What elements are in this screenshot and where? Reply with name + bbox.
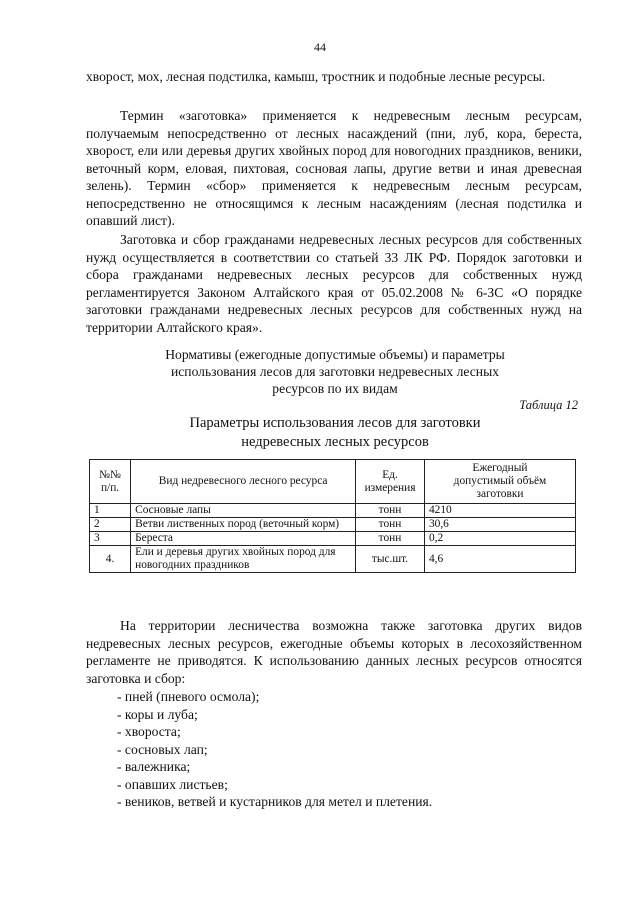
row-num: 2 [90, 518, 131, 532]
header-unit-line-1: Ед. [382, 468, 398, 481]
header-volume-line-1: Ежегодный [472, 462, 528, 474]
section-title-line-1: Нормативы (ежегодные допустимые объемы) и параметры [165, 347, 505, 362]
table-row [90, 504, 576, 518]
table-title-line-2: недревесных лесных ресурсов [241, 434, 429, 450]
table-row [90, 546, 576, 573]
header-unit [356, 460, 425, 504]
header-num-line-2: п/п. [100, 481, 120, 494]
header-unit-line-2: измерения [364, 481, 416, 494]
paragraph-1: хворост, мох, лесная подстилка, камыш, тростник и подобные лесные ресурсы. [86, 69, 546, 84]
page-number: 44 [314, 40, 326, 54]
paragraph-continuation [86, 68, 582, 86]
table-caption: Таблица 12 [519, 398, 578, 412]
header-volume-line-2: допустимый объём [453, 475, 547, 487]
row-num: 3 [90, 532, 131, 546]
row-resource: Береста [131, 532, 356, 546]
row-unit: тонн [356, 504, 425, 518]
list-item: - пней (пневого осмола); [117, 689, 260, 704]
row-volume: 0,2 [424, 532, 575, 546]
section-title-line-3: ресурсов по их видам [272, 381, 398, 396]
header-num-line-1: №№ [99, 468, 121, 481]
row-volume: 30,6 [424, 518, 575, 532]
row-resource: Ели и деревья других хвойных пород для новогодних праздников [131, 546, 356, 573]
paragraph-other-resources-block [86, 617, 582, 687]
section-title-line-2: использования лесов для заготовки недревесных лесных [170, 364, 500, 379]
list-item: - опавших листьев; [117, 776, 228, 792]
paragraph-2: Термин «заготовка» применяется к недревесным лесным ресурсам, получаемым непосредственно от лесных насаждений (пни, луб, кора, береста, хворост, ели или деревья других хвойных пород для новогодних праздников, веники, веточный корм, еловая, пихтовая, сосновая лапы, другие ветви и иная древесная зелень). Термин «сбор» применяется к недревесным лесным ресурсам, непосредственно не относящимся к лесным насаждениям (лесная подстилка и опавший лист). [86, 108, 582, 228]
header-volume-line-3: заготовки [476, 488, 524, 500]
list-item: - веников, ветвей и кустарников для метел и плетения. [117, 794, 433, 809]
row-unit: тонн [356, 532, 425, 546]
row-num: 4. [90, 546, 131, 573]
row-num: 1 [90, 504, 131, 518]
row-resource: Сосновые лапы [131, 504, 356, 518]
table-row [90, 518, 576, 532]
row-volume: 4210 [424, 504, 575, 518]
table-row [90, 532, 576, 546]
row-unit: тонн [356, 518, 425, 532]
list-item: - валежника; [117, 759, 191, 774]
table-title [110, 414, 560, 452]
list-item: - сосновых лап; [117, 741, 208, 757]
paragraph-terms-block [86, 107, 582, 230]
row-volume: 4,6 [424, 546, 575, 573]
header-resource: Вид недревесного лесного ресурса [131, 460, 356, 504]
paragraph-4: На территории лесничества возможна также заготовка других видов недревесных лесных ресурсов, ежегодные объемы которых в лесохозяйственном регламенте не приводятся. К использованию данных лесных ресурсов относятся заготовка и сбор: [86, 618, 582, 686]
list-item: - коры и луба; [117, 706, 198, 722]
parameters-table [89, 459, 576, 573]
header-volume [424, 460, 575, 504]
table-title-line-1: Параметры использования лесов для заготовки [189, 415, 481, 431]
header-num [90, 460, 131, 504]
resources-list [117, 688, 432, 811]
section-title [110, 346, 560, 397]
list-item: - хвороста; [117, 724, 181, 739]
paragraph-law-block [86, 231, 582, 336]
table-header-row [90, 460, 576, 504]
row-resource: Ветви лиственных пород (веточный корм) [131, 518, 356, 532]
row-unit: тыс.шт. [356, 546, 425, 573]
paragraph-3: Заготовка и сбор гражданами недревесных лесных ресурсов для собственных нужд осуществляется в соответствии со статьей 33 ЛК РФ. Порядок заготовки и сбора гражданами недревесных лесных ресурсов для собственных нужд регламентируется Законом Алтайского края от 05.02.2008 № 6-ЗС «О порядке заготовки гражданами недревесных лесных ресурсов для собственных нужд на территории Алтайского края». [86, 232, 582, 335]
